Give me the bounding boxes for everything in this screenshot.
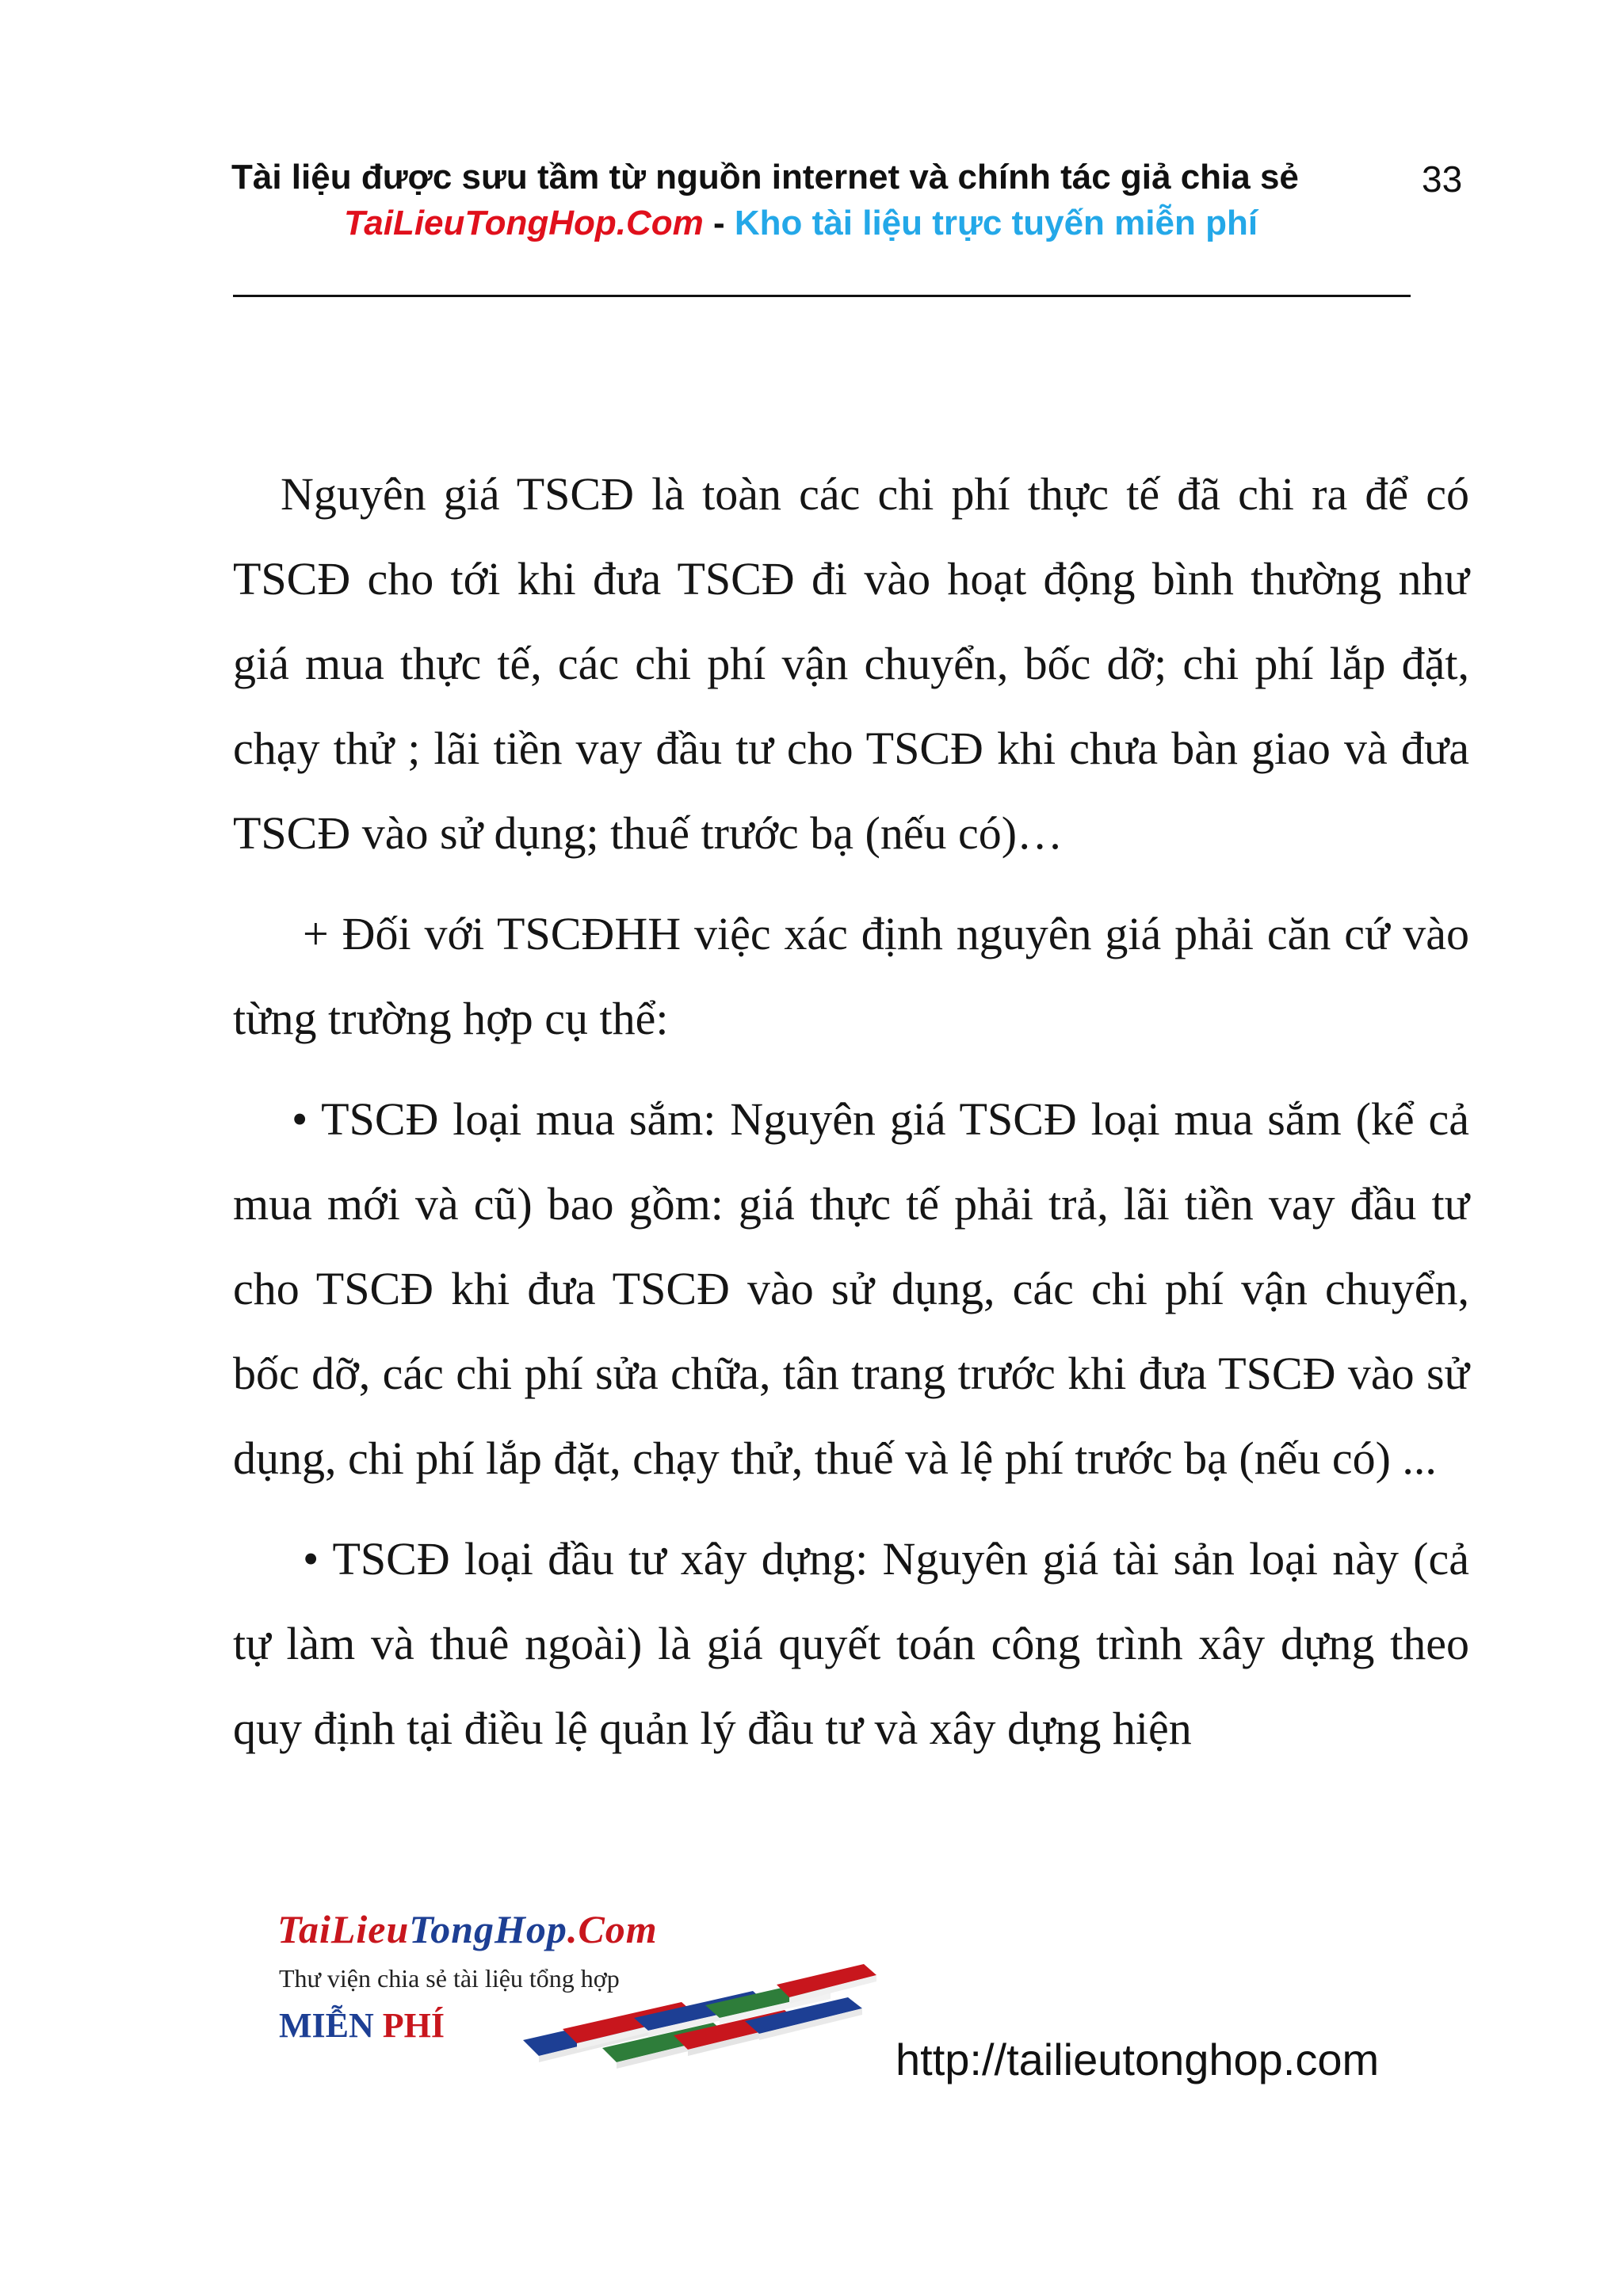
source-note: Tài liệu được sưu tầm từ nguồn internet và chính tác giả chia sẻ (231, 158, 1299, 196)
paragraph-1: Nguyên giá TSCĐ là toàn các chi phí thực tế đã chi ra để có TSCĐ cho tới khi đưa TSCĐ đi vào hoạt động bình thường như giá mua thực tế, các chi phí vận chuyển, bốc dỡ; chi phí lắp đặt, chạy thử ; lãi tiền vay đầu tư cho TSCĐ khi chưa bàn giao và đưa TSCĐ vào sử dụng; thuế trước bạ (nếu có)… (233, 468, 1469, 859)
page-number: 33 (1422, 158, 1463, 200)
logo-title-part2: TongHop (409, 1907, 567, 1951)
site-logo (277, 1905, 880, 2064)
stacked-books-icon (515, 1953, 880, 2072)
logo-free-part2: PHÍ (382, 2006, 445, 2045)
logo-title-part1: TaiLieu (277, 1907, 410, 1951)
logo-free-part1: MIỄN (279, 2006, 383, 2045)
header-divider (233, 295, 1411, 297)
site-tagline: Kho tài liệu trực tuyến miễn phí (734, 204, 1258, 242)
logo-subtitle: Thư viện chia sẻ tài liệu tổng hợp (279, 1964, 620, 1993)
logo-title-part3: .Com (567, 1907, 658, 1951)
header-separator: - (703, 204, 735, 242)
logo-title (277, 1905, 658, 1953)
paragraph-3: • TSCĐ loại mua sắm: Nguyên giá TSCĐ loại mua sắm (kể cả mua mới và cũ) bao gồm: giá thực tế phải trả, lãi tiền vay đầu tư cho TSCĐ khi đưa TSCĐ vào sử dụng, các chi phí vận chuyển, bốc dỡ, các chi phí sửa chữa, tân trang trước khi đưa TSCĐ vào sử dụng, chi phí lắp đặt, chạy thử, thuế và lệ phí trước bạ (nếu có) ... (233, 1093, 1469, 1484)
footer-url: http://tailieutonghop.com (896, 2035, 1380, 2084)
paragraph-4: • TSCĐ loại đầu tư xây dựng: Nguyên giá tài sản loại này (cả tự làm và thuê ngoài) là giá quyết toán công trình xây dựng theo quy định tại điều lệ quản lý đầu tư và xây dựng hiện (233, 1533, 1469, 1754)
body-text (233, 452, 1469, 1787)
logo-free-label (279, 2005, 445, 2046)
site-name: TaiLieuTongHop.Com (344, 204, 704, 242)
header-site-line (344, 201, 1453, 246)
paragraph-2: + Đối với TSCĐHH việc xác định nguyên giá phải căn cứ vào từng trường hợp cụ thể: (233, 908, 1469, 1044)
